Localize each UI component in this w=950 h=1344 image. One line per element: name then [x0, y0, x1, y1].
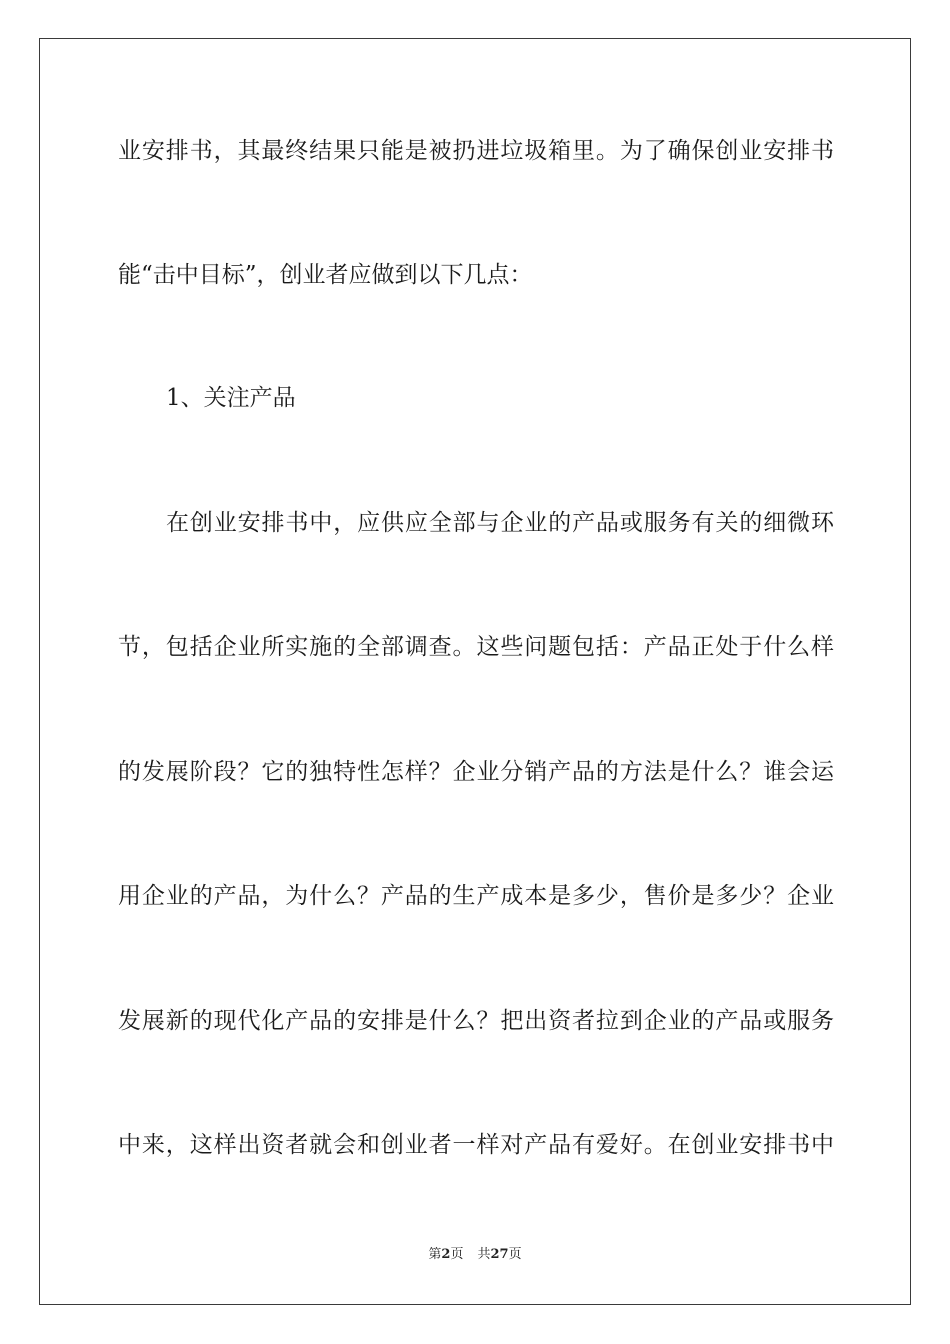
footer-total-prefix: 共 [477, 1247, 491, 1262]
footer-page-prefix: 第 [428, 1247, 442, 1262]
page-border [39, 38, 911, 1305]
footer-page-number: 2 [441, 1247, 451, 1262]
page-footer [0, 1246, 950, 1264]
body-line-1: 业安排书，其最终结果只能是被扔进垃圾箱里。为了确保创业安排书 [118, 138, 834, 164]
body-line-6: 的发展阶段？它的独特性怎样？企业分销产品的方法是什么？谁会运 [118, 759, 834, 785]
footer-total-pages: 27 [490, 1247, 509, 1262]
body-line-5: 节，包括企业所实施的全部调查。这些问题包括：产品正处于什么样 [118, 634, 834, 660]
body-line-7: 用企业的产品，为什么？产品的生产成本是多少，售价是多少？企业 [118, 883, 834, 909]
body-line-8: 发展新的现代化产品的安排是什么？把出资者拉到企业的产品或服务 [118, 1008, 834, 1034]
footer-page-suffix: 页 [450, 1247, 464, 1262]
body-line-4: 在创业安排书中，应供应全部与企业的产品或服务有关的细微环 [166, 510, 834, 536]
section-heading: 1、关注产品 [166, 385, 296, 411]
footer-total-suffix: 页 [508, 1247, 522, 1262]
body-line-2: 能“击中目标”，创业者应做到以下几点： [118, 262, 533, 288]
body-line-9: 中来，这样出资者就会和创业者一样对产品有爱好。在创业安排书中 [118, 1132, 834, 1158]
